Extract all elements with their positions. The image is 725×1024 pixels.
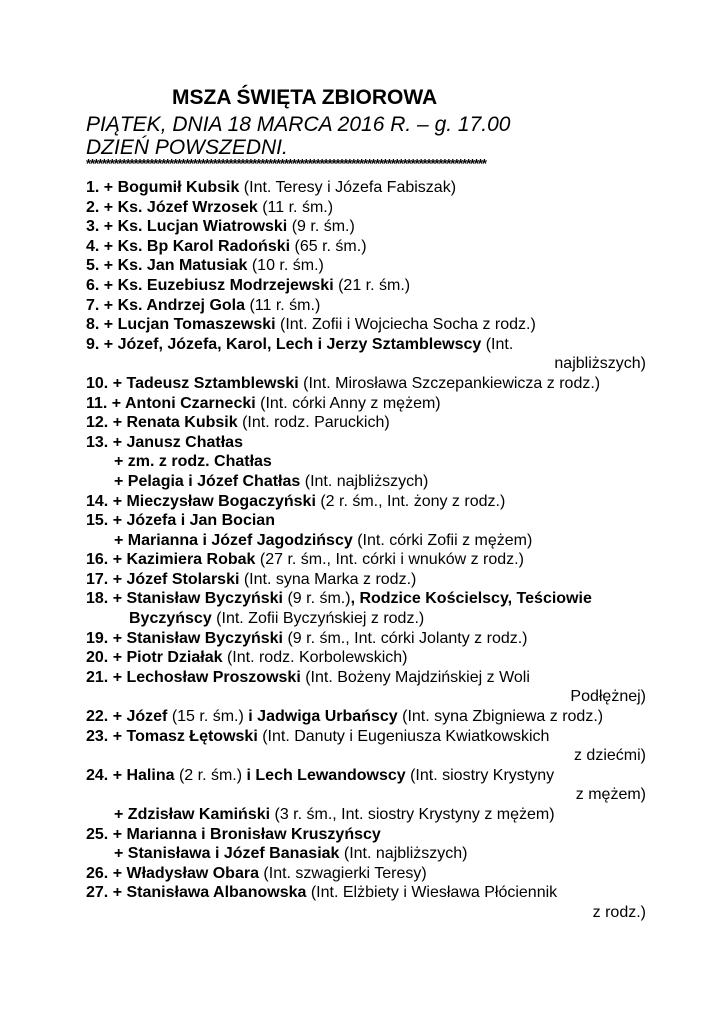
list-item-continuation [86, 746, 646, 766]
intention-text: (15 r. śm.) [167, 708, 249, 726]
list-item [86, 864, 646, 884]
list-item [86, 805, 646, 825]
intention-text: (Int. Elżbiety i Wiesława Płóciennik [306, 884, 558, 902]
list-item [86, 550, 646, 570]
intention-text: (Int. Teresy i Józefa Fabiszak) [239, 179, 457, 196]
list-item [86, 413, 646, 433]
intention-text: (2 r. śm., Int. żony z rodz.) [315, 492, 506, 510]
separator-line: ***************************************************************************************************** [86, 156, 486, 171]
intention-text: (Int. rodz. Paruckich) [237, 414, 390, 432]
list-item [86, 570, 646, 590]
intention-text: (11 r. śm.) [245, 296, 321, 314]
list-item [86, 452, 646, 472]
list-item [86, 727, 646, 747]
deceased-names: i Jadwiga Urbańscy [248, 708, 398, 726]
deceased-names: 11. + Antoni Czarnecki [86, 394, 256, 412]
deceased-names: 4. + Ks. Bp Karol Radoński [86, 237, 291, 255]
intention-text: (Int. najbliższych) [339, 845, 468, 863]
date-line: PIĄTEK, DNIA 18 MARCA 2016 R. – g. 17.00 [86, 113, 511, 136]
deceased-names: 16. + Kazimiera Robak [86, 551, 256, 569]
list-item [86, 198, 646, 218]
list-item [86, 825, 646, 845]
deceased-names: 13. + Janusz Chatłas [86, 433, 243, 451]
list-item [86, 394, 646, 414]
list-item [86, 433, 646, 453]
list-item [86, 511, 646, 531]
intention-text: (21 r. śm.) [333, 276, 411, 294]
intention-text: (Int. córki Zofii z mężem) [352, 531, 533, 549]
deceased-names: 18. + Stanisław Byczyński [86, 590, 283, 608]
deceased-names: 21. + Lechosław Proszowski [86, 668, 301, 686]
deceased-names: + Zdzisław Kamiński [114, 806, 271, 823]
list-item [86, 629, 646, 649]
deceased-names: 25. + Marianna i Bronisław Kruszyńscy [86, 825, 381, 843]
deceased-names: 5. + Ks. Jan Matusiak [86, 257, 248, 275]
day-line: DZIEŃ POWSZEDNI. [86, 136, 288, 159]
list-item [86, 374, 646, 394]
deceased-names: 19. + Stanisław Byczyński [86, 629, 283, 647]
intention-text: (10 r. śm.) [247, 257, 324, 275]
intention-continuation-text: z dziećmi) [573, 747, 646, 765]
intention-text: (Int. rodz. Korbolewskich) [222, 649, 408, 667]
deceased-names: Byczyńscy [129, 610, 212, 628]
list-item [86, 256, 646, 276]
intention-text: (9 r. śm.) [283, 590, 351, 608]
list-item [86, 883, 646, 903]
deceased-names: 10. + Tadeusz Sztamblewski [86, 374, 299, 392]
list-item [86, 296, 646, 316]
deceased-names: , Rodzice Kościelscy, Teściowie [350, 590, 592, 608]
page-title: MSZA ŚWIĘTA ZBIOROWA [172, 86, 438, 109]
deceased-names: + Pelagia i Józef Chatłas [114, 472, 301, 490]
intention-text: (Int. siostry Krystyny [405, 766, 555, 784]
deceased-names: 7. + Ks. Andrzej Gola [86, 296, 246, 314]
intention-text: (Int. Zofii Byczyńskiej z rodz.) [211, 610, 425, 628]
intention-text: (Int. Mirosława Szczepankiewicza z rodz.) [298, 374, 601, 392]
intention-text: (Int. syna Zbigniewa z rodz.) [397, 708, 604, 726]
list-item-continuation [86, 687, 646, 707]
list-item [86, 766, 646, 786]
list-item [86, 335, 646, 355]
deceased-names: 15. + Józefa i Jan Bocian [86, 512, 275, 530]
deceased-names: 1. + Bogumił Kubsik [86, 179, 240, 196]
intention-text: (Int. Bożeny Majdzińskiej z Woli [300, 668, 530, 686]
deceased-names: 22. + Józef [86, 708, 168, 726]
deceased-names: + Marianna i Józef Jagodzińscy [114, 531, 353, 549]
intention-continuation-text: Podłężnej) [570, 688, 646, 706]
list-item [86, 589, 646, 609]
list-item [86, 668, 646, 688]
intention-text: (Int. Zofii i Wojciecha Socha z rodz.) [275, 316, 536, 334]
deceased-names: 20. + Piotr Działak [86, 649, 223, 667]
list-item [86, 648, 646, 668]
deceased-names: 2. + Ks. Józef Wrzosek [86, 198, 258, 216]
deceased-names: i Lech Lewandowscy [246, 766, 406, 784]
intention-text: (65 r. śm.) [290, 237, 367, 255]
intention-text: (9 r. śm.) [287, 218, 355, 236]
intention-text: (Int. Danuty i Eugeniusza Kwiatkowskich [257, 727, 550, 745]
list-item [86, 492, 646, 512]
list-item [86, 237, 646, 257]
deceased-names: 27. + Stanisława Albanowska [86, 884, 307, 902]
deceased-names: 23. + Tomasz Łętowski [86, 727, 258, 745]
intention-text: (Int. najbliższych) [300, 472, 429, 490]
list-item [86, 609, 646, 629]
deceased-names: 24. + Halina [86, 766, 175, 784]
deceased-names: + zm. z rodz. Chatłas [114, 453, 272, 471]
intention-text: (Int. [481, 335, 514, 353]
deceased-names: 9. + Józef, Józefa, Karol, Lech i Jerzy Sztamblewscy [86, 335, 482, 353]
intention-continuation-text: z rodz.) [592, 903, 646, 921]
deceased-names: 14. + Mieczysław Bogaczyński [86, 492, 316, 510]
list-item [86, 531, 646, 551]
list-item-continuation [86, 903, 646, 923]
list-item [86, 178, 646, 198]
intention-text: (Int. córki Anny z mężem) [255, 394, 441, 412]
intention-text: (9 r. śm., Int. córki Jolanty z rodz.) [283, 629, 528, 647]
deceased-names: 6. + Ks. Euzebiusz Modrzejewski [86, 276, 334, 294]
intention-text: (11 r. śm.) [257, 198, 334, 216]
list-item [86, 276, 646, 296]
deceased-names: 8. + Lucjan Tomaszewski [86, 316, 276, 334]
intentions-list [86, 178, 646, 923]
intention-continuation-text: z mężem) [575, 786, 646, 804]
deceased-names: 17. + Józef Stolarski [86, 570, 240, 588]
intention-continuation-text: najbliższych) [554, 355, 646, 373]
intention-text: (2 r. śm.) [174, 766, 247, 784]
deceased-names: 26. + Władysław Obara [86, 864, 259, 882]
list-item-continuation [86, 354, 646, 374]
intention-text: (Int. syna Marka z rodz.) [239, 570, 417, 588]
list-item [86, 707, 646, 727]
intention-text: (Int. szwagierki Teresy) [258, 864, 427, 882]
deceased-names: + Stanisława i Józef Banasiak [114, 845, 340, 863]
list-item [86, 315, 646, 335]
deceased-names: 3. + Ks. Lucjan Wiatrowski [86, 218, 288, 236]
list-item-continuation [86, 785, 646, 805]
list-item [86, 844, 646, 864]
intention-text: (3 r. śm., Int. siostry Krystyny z mężem) [270, 806, 555, 823]
intention-text: (27 r. śm., Int. córki i wnuków z rodz.) [255, 551, 524, 569]
list-item [86, 217, 646, 237]
deceased-names: 12. + Renata Kubsik [86, 414, 238, 432]
list-item [86, 472, 646, 492]
